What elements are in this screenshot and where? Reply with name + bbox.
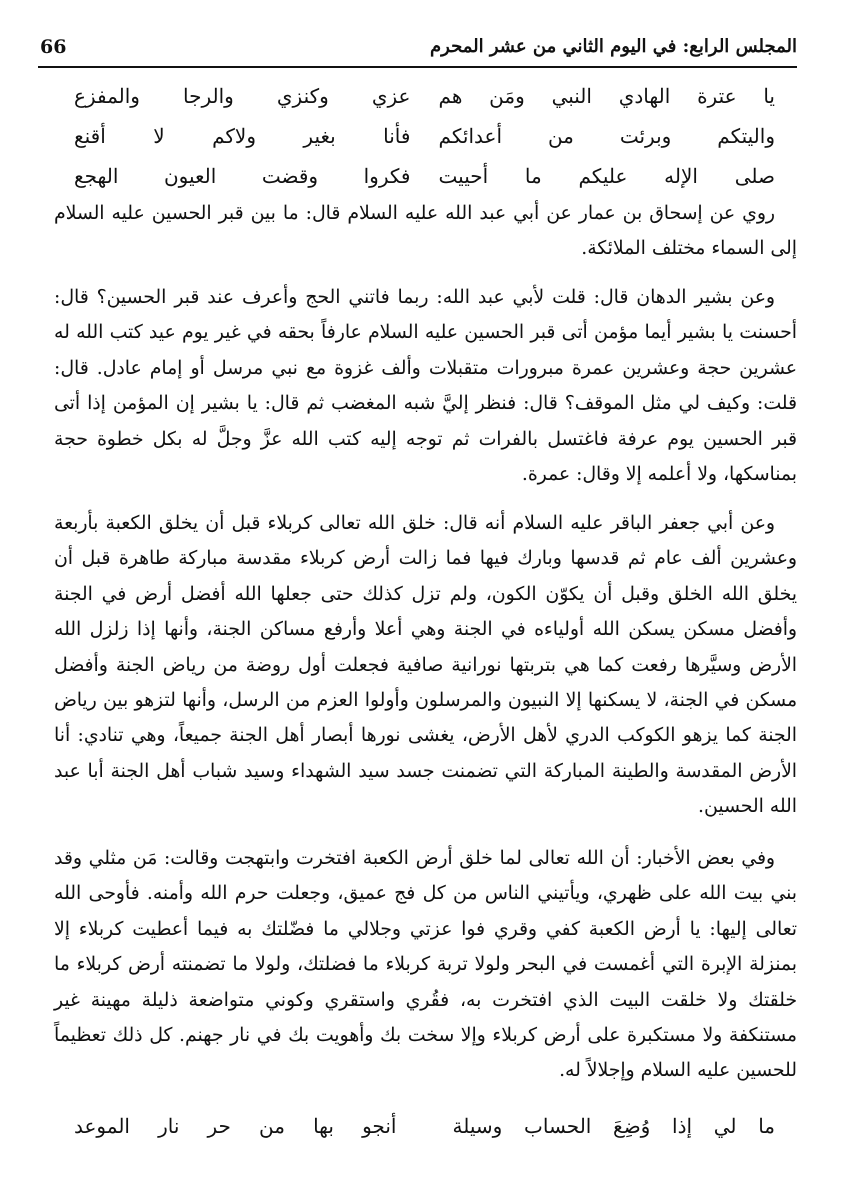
verse-line xyxy=(74,76,775,116)
page-number: 66 xyxy=(40,36,67,58)
paragraph-text: وعن بشير الدهان قال: قلت لأبي عبد الله: ربما فاتني الحج وأعرف عند قبر الحسين؟ قال: أحسنت يا بشير أيما مؤمن أتى قبر الحسين عليه السلام عارفاً بحقه في غير يوم عيد كتب الله له عشرين حجة وعشرين عمرة مبرورات متقبلات وألف غزوة مع نبي مرسل أو إمام عادل. قال: قلت: وكيف لي مثل الموقف؟ قال: فنظر إليَّ شبه المغضب ثم قال: يا بشير إن المؤمن إذا أتى قبر الحسين يوم عرفة فاغتسل بالفرات ثم توجه إليه كتب الله عزَّ وجلَّ له بكل خطوة حجة بمناسكها، ولا أعلمه إلا وقال: عمرة. xyxy=(54,287,797,486)
verse-second-hemistich: عزي وكنزي والرجا والمفزع xyxy=(74,84,411,108)
paragraph-text: وفي بعض الأخبار: أن الله تعالى لما خلق أرض الكعبة افتخرت وابتهجت وقالت: مَن مثلي وقد بني بيت الله على ظهري، ويأتيني الناس من كل فج عميق، وجعلت حرم الله وأمنه. فأوحى الله تعالى إليها: يا أرض الكعبة كفي وقري فوا عزتي وجلالي ما فضّلتك به فيما أعطيت كربلاء إلا بمنزلة الإبرة التي أغمست في البحر ولولا تربة كربلاء ما فضلتك، ولولا ما تضمنته أرض كربلاء ما خلقتك ولا خلقت البيت الذي افتخرت به، فقُري واستقري وكوني متواضعة ذليلة مهينة غير مستنكفة ولا مستكبرة على أرض كربلاء وإلا سخت بك وأهويت بك في نار جهنم. كل ذلك تعظيماً للحسين عليه السلام وإجلالاً له. xyxy=(54,848,797,1082)
paragraph-angels-narration xyxy=(54,196,797,267)
closing-verse xyxy=(74,1106,775,1146)
verse-line xyxy=(74,1106,775,1146)
paragraph-karbala-creation xyxy=(54,506,797,825)
verse-line xyxy=(74,156,775,196)
verse-first-hemistich: واليتكم وبرئت من أعدائكم xyxy=(438,124,775,148)
verse-second-hemistich: فكروا وقضت العيون الهجع xyxy=(74,164,411,188)
verse-second-hemistich: أنجو بها من حر نار الموعد xyxy=(74,1114,397,1138)
paragraph-bashir-narration xyxy=(54,280,797,492)
page-header xyxy=(40,34,797,64)
verse-first-hemistich: يا عترة الهادي النبي ومَن هم xyxy=(438,84,775,108)
paragraph-text: روي عن إسحاق بن عمار عن أبي عبد الله عليه السلام قال: ما بين قبر الحسين عليه السلام إلى السماء مختلف الملائكة. xyxy=(54,203,797,260)
header-divider xyxy=(38,66,797,68)
verse-line xyxy=(74,116,775,156)
verse-first-hemistich: صلى الإله عليكم ما أحييت xyxy=(438,164,775,188)
verse-first-hemistich: ما لي إذا وُضِعَ الحساب وسيلة xyxy=(452,1114,775,1138)
paragraph-text: وعن أبي جعفر الباقر عليه السلام أنه قال: خلق الله تعالى كربلاء قبل أن يخلق الكعبة بأربعة وعشرين ألف عام ثم قدسها وبارك فيها فما زالت أرض كربلاء مقدسة مباركة طاهرة قبل أن يخلق الله الخلق وقبل أن يكوّن الكون، ولم تزل كذلك حتى جعلها الله أفضل أرض في الجنة وأفضل مسكن يسكن الله أولياءه في الجنة وهي أعلا وأرفع مساكن الجنة، وأنها إذا زلزل الله الأرض وسيَّرها رفعت كما هي بتربتها نورانية صافية فجعلت أول روضة من رياض الجنة وأفضل مسكن في الجنة، لا يسكنها إلا النبيون والمرسلون وأولوا العزم من الرسل، وأنها لتزهو بين رياض الجنة كما يزهو الكوكب الدري لأهل الأرض، يغشى نورها أبصار أهل الجنة جميعاً، وهي تنادي: أنا الأرض المقدسة والطينة المباركة التي تضمنت جسد سيد الشهداء وسيد شباب أهل الجنة أبا عبد الله الحسين. xyxy=(54,513,797,818)
verse-second-hemistich: فأنا بغير ولاكم لا أقنع xyxy=(74,124,411,148)
opening-poem xyxy=(74,76,775,196)
running-title: المجلس الرابع: في اليوم الثاني من عشر المحرم xyxy=(430,36,797,57)
paragraph-kaaba-narration xyxy=(54,841,797,1089)
